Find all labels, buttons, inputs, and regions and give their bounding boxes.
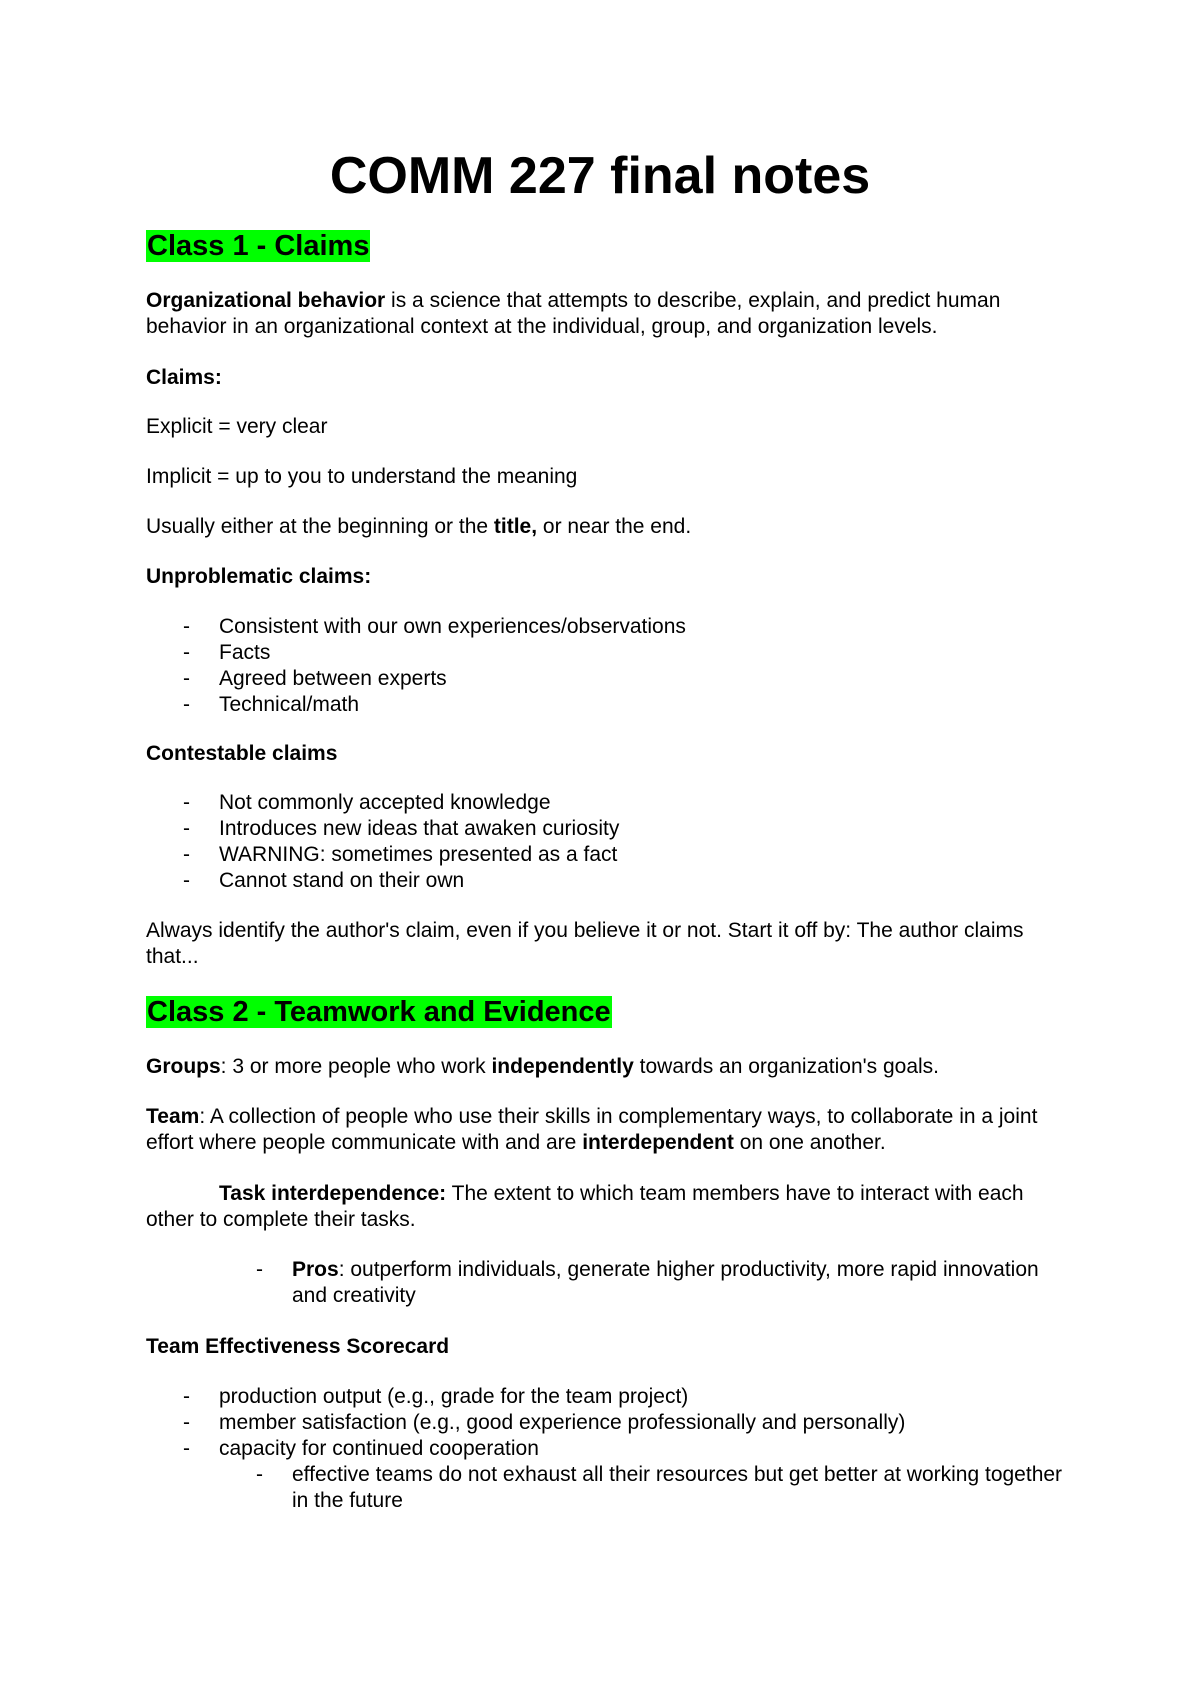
scorecard-sublist <box>146 1462 1066 1514</box>
groups-definition <box>146 1054 1066 1080</box>
unproblematic-list <box>146 614 1066 718</box>
groups-text-c: towards an organization's goals. <box>633 1055 940 1078</box>
always-identify-text: Always identify the author's claim, even if you believe it or not. Start it off by: The author claims that... <box>146 919 1024 968</box>
scorecard-list <box>146 1384 1066 1462</box>
task-text: The extent to which team members have to interact with each other to complete their tasks. <box>146 1182 1024 1231</box>
groups-text-bold: independently <box>491 1055 634 1078</box>
team-text-a: : A collection of people who use their skills in complementary ways, to collaborate in a joint effort where people communicate with and are <box>146 1105 1038 1154</box>
dash-bullet: - <box>183 667 190 690</box>
pros-term: Pros <box>292 1258 339 1281</box>
ob-term: Organizational behavior <box>146 289 386 312</box>
groups-term: Groups <box>146 1055 221 1078</box>
class2-heading <box>146 994 612 1030</box>
team-definition <box>146 1104 1066 1156</box>
list-item-text: Facts <box>219 641 271 664</box>
dash-bullet: - <box>183 843 190 866</box>
ob-text: is a science that attempts to describe, explain, and predict human behavior in an organizational context at the individual, group, and organization levels. <box>146 289 1001 338</box>
dash-bullet: - <box>256 1258 263 1281</box>
list-item-text: member satisfaction (e.g., good experience professionally and personally) <box>219 1411 906 1434</box>
document-title: COMM 227 final notes <box>329 147 871 205</box>
ob-definition <box>146 288 1066 340</box>
groups-text-a: : 3 or more people who work <box>220 1055 492 1078</box>
contestable-label: Contestable claims <box>146 742 338 765</box>
list-item <box>146 692 1066 718</box>
list-item-text: capacity for continued cooperation <box>219 1437 539 1460</box>
team-term: Team <box>146 1105 200 1128</box>
task-interdependence <box>146 1181 1066 1233</box>
pros-list <box>146 1257 1066 1309</box>
list-item-text: Technical/math <box>219 693 360 716</box>
usually-line <box>146 514 1066 540</box>
dash-bullet: - <box>183 869 190 892</box>
list-item <box>146 1257 1066 1309</box>
team-text-bold: interdependent <box>582 1131 734 1154</box>
dash-bullet: - <box>183 791 190 814</box>
dash-bullet: - <box>183 615 190 638</box>
list-item-text: effective teams do not exhaust all their resources but get better at working together in the future <box>292 1463 1063 1512</box>
dash-bullet: - <box>183 1385 190 1408</box>
explicit-line: Explicit = very clear <box>146 415 328 438</box>
list-item-text: Agreed between experts <box>219 667 447 690</box>
unproblematic-label: Unproblematic claims: <box>146 565 372 588</box>
list-item <box>146 1462 1066 1514</box>
list-item <box>146 614 1066 640</box>
list-item <box>146 1384 1066 1410</box>
list-item-text: WARNING: sometimes presented as a fact <box>219 843 618 866</box>
scorecard-label: Team Effectiveness Scorecard <box>146 1335 450 1358</box>
list-item <box>146 790 1066 816</box>
dash-bullet: - <box>183 693 190 716</box>
class1-heading-highlight: Class 1 - Claims <box>147 230 370 262</box>
list-item <box>146 1436 1066 1462</box>
contestable-list <box>146 790 1066 894</box>
list-item-text: production output (e.g., grade for the team project) <box>219 1385 689 1408</box>
list-item <box>146 666 1066 692</box>
class2-heading-highlight: Class 2 - Teamwork and Evidence <box>147 996 611 1028</box>
list-item <box>146 816 1066 842</box>
list-item-text: Introduces new ideas that awaken curiosity <box>219 817 620 840</box>
list-item-text: Cannot stand on their own <box>219 869 465 892</box>
pros-text: : outperform individuals, generate higher productivity, more rapid innovation and creativity <box>292 1258 1039 1307</box>
list-item-text: Consistent with our own experiences/observations <box>219 615 686 638</box>
dash-bullet: - <box>183 1411 190 1434</box>
dash-bullet: - <box>256 1463 263 1486</box>
list-item <box>146 640 1066 666</box>
dash-bullet: - <box>183 817 190 840</box>
usually-text-bold: title, <box>493 515 538 538</box>
team-text-c: on one another. <box>733 1131 886 1154</box>
list-item-text: Not commonly accepted knowledge <box>219 791 551 814</box>
usually-text-a: Usually either at the beginning or the <box>146 515 494 538</box>
dash-bullet: - <box>183 641 190 664</box>
implicit-line: Implicit = up to you to understand the meaning <box>146 465 578 488</box>
usually-text-c: or near the end. <box>537 515 692 538</box>
list-item <box>146 842 1066 868</box>
list-item <box>146 1410 1066 1436</box>
class1-heading <box>146 228 370 264</box>
task-term: Task interdependence: <box>219 1182 447 1205</box>
claims-label: Claims: <box>146 366 222 389</box>
list-item <box>146 868 1066 894</box>
dash-bullet: - <box>183 1437 190 1460</box>
